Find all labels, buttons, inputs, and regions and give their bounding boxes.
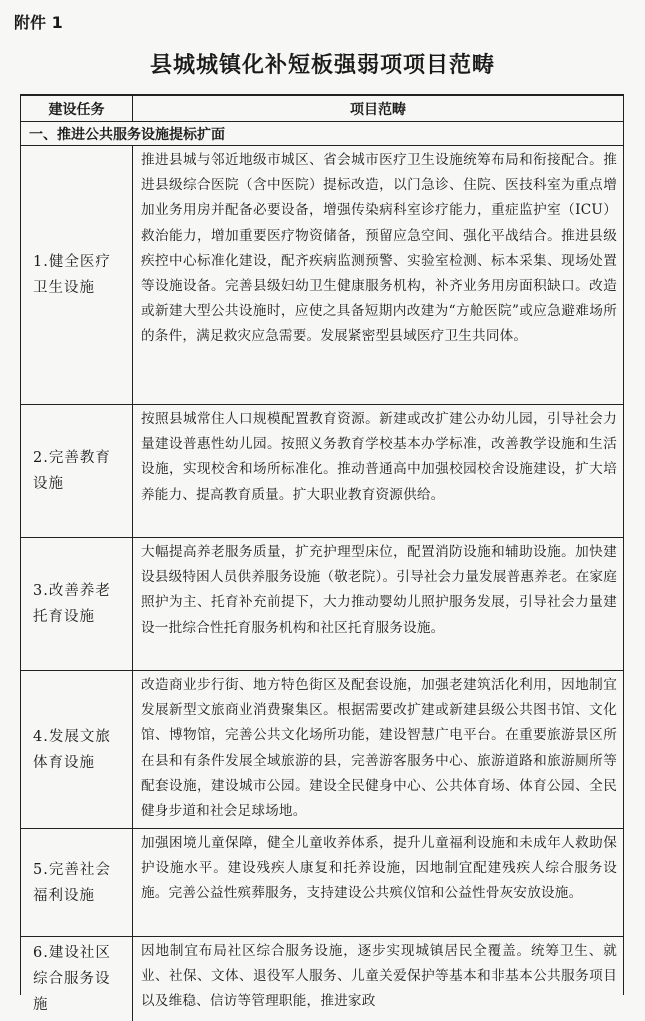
section-title: 一、推进公共服务设施提标扩面 bbox=[21, 122, 623, 146]
scope-cell: 改造商业步行街、地方特色街区及配套设施，加强老建筑活化利用，因地制宜发展新型文旅商业消费聚集区。根据需要改扩建或新建县级公共图书馆、文化馆、博物馆，完善公共文化场所功能，建设智慧广电平台。在重要旅游景区所在县和有条件发展全域旅游的县，完善游客服务中心、旅游道路和旅游厕所等配套设施，建设城市公园。建设全民健身中心、公共体育场、体育公园、全民健身步道和社会足球场地。 bbox=[141, 677, 617, 820]
document-title: 县城城镇化补短板强弱项项目范畴 bbox=[149, 53, 495, 78]
task-cell: 5.完善社会福利设施 bbox=[21, 829, 133, 936]
table-row bbox=[21, 671, 623, 829]
table-row bbox=[21, 538, 623, 671]
task-cell: 2.完善教育设施 bbox=[21, 405, 133, 537]
column-header-scope: 项目范畴 bbox=[350, 101, 406, 118]
project-scope-table bbox=[20, 94, 624, 1013]
attachment-label: 附件 1 bbox=[14, 13, 63, 32]
scope-cell: 大幅提高养老服务质量，扩充护理型床位，配置消防设施和辅助设施。加快建设县级特困人员供养服务设施（敬老院）。引导社会力量发展普惠养老。在家庭照护为主、托育补充前提下，大力推动婴幼儿照护服务发展，引导社会力量建设一批综合性托育服务机构和社区托育服务设施。 bbox=[141, 544, 617, 636]
scope-cell: 按照县城常住人口规模配置教育资源。新建或改扩建公办幼儿园，引导社会力量建设普惠性幼儿园。按照义务教育学校基本办学标准，改善教学设施和生活设施，实现校舍和场所标准化。推动普通高中加强校园校舍设施建设，扩大培养能力、提高教育质量。扩大职业教育资源供给。 bbox=[141, 411, 617, 503]
task-cell: 4.发展文旅体育设施 bbox=[21, 671, 133, 828]
table-row bbox=[21, 146, 623, 405]
scope-cell: 加强困境儿童保障，健全儿童收养体系，提升儿童福利设施和未成年人救助保护设施水平。建设残疾人康复和托养设施，因地制宜配建残疾人综合服务设施。完善公益性殡葬服务，支持建设公共殡仪馆和公益性骨灰安放设施。 bbox=[141, 835, 617, 902]
scope-cell: 因地制宜布局社区综合服务设施，逐步实现城镇居民全覆盖。统筹卫生、就业、社保、文体、退役军人服务、儿童关爱保护等基本和非基本公共服务项目以及维稳、信访等管理职能，推进家政 bbox=[141, 943, 617, 1010]
table-header bbox=[21, 96, 623, 122]
task-cell: 3.改善养老托育设施 bbox=[21, 538, 133, 670]
table-row bbox=[21, 937, 623, 1021]
table-row bbox=[21, 829, 623, 937]
task-cell: 1.健全医疗卫生设施 bbox=[21, 146, 133, 404]
column-header-task: 建设任务 bbox=[21, 96, 133, 121]
table-row bbox=[21, 405, 623, 538]
scope-cell: 推进县城与邻近地级市城区、省会城市医疗卫生设施统筹布局和衔接配合。推进县级综合医院（含中医院）提标改造，以门急诊、住院、医技科室为重点增加业务用房并配备必要设备，增强传染病科室诊疗能力，重症监护室（ICU）救治能力，增加重要医疗物资储备，预留应急空间、强化平战结合。推进县级疾控中心标准化建设，配齐疾病监测预警、实验室检测、标本采集、现场处置等设施设备。完善县级妇幼卫生健康服务机构，补齐业务用房面积缺口。改造或新建大型公共设施时，应使之具备短期内改建为“方舱医院”或应急避难场所的条件，满足救灾应急需要。发展紧密型县域医疗卫生共同体。 bbox=[141, 152, 617, 345]
task-cell: 6.建设社区综合服务设施 bbox=[21, 937, 133, 1021]
